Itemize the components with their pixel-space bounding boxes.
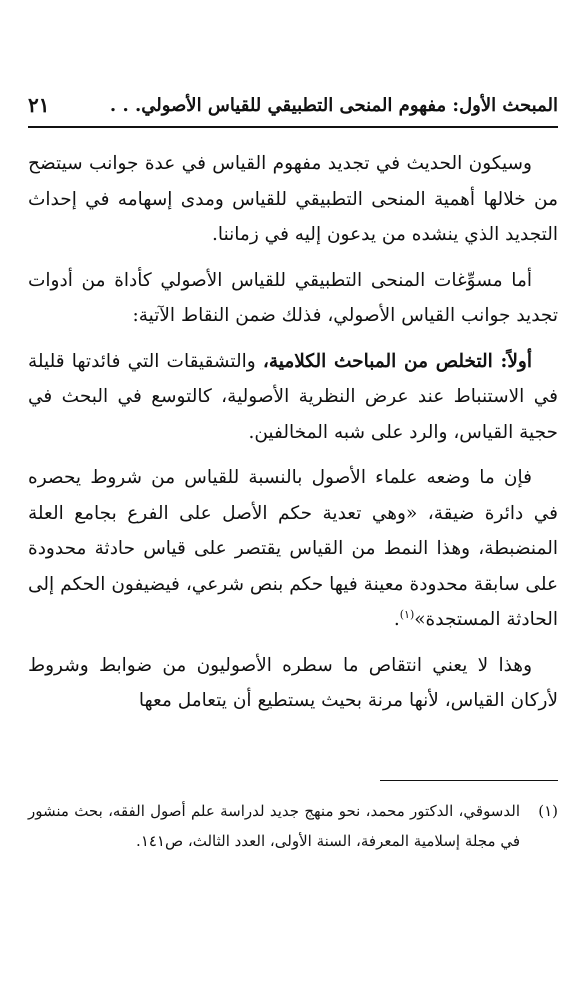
running-title: المبحث الأول: مفهوم المنحى التطبيقي للقياس الأصولي. . . — [109, 94, 558, 116]
sentence-end: . — [393, 609, 400, 630]
footnote-marker: (١) — [538, 802, 558, 820]
paragraph-2: أما مسوِّغات المنحى التطبيقي للقياس الأصولي كأداة من أدوات تجديد جوانب القياس الأصولي، فذلك ضمن النقاط الآتية: — [28, 269, 558, 326]
paragraph-5: وهذا لا يعني انتقاص ما سطره الأصوليون من ضوابط وشروط لأركان القياس، لأنها مرنة بحيث يستطيع أن يتعامل معها — [28, 654, 558, 711]
running-header — [28, 88, 558, 122]
footnotes-section — [28, 796, 558, 856]
paragraph-1: وسيكون الحديث في تجديد مفهوم القياس في عدة جوانب سيتضح من خلالها أهمية المنحى التطبيقي للقياس ومدى إسهامه في إحداث التجديد الذي ينشده من يدعون إليه في زماننا. — [28, 153, 558, 245]
paragraph-3 — [28, 344, 558, 451]
main-text — [28, 146, 558, 723]
footnote-text: الدسوقي، الدكتور محمد، نحو منهج جديد لدراسة علم أصول الفقه، بحث منشور في مجلة إسلامية المعرفة، السنة الأولى، العدد الثالث، ص١٤١. — [28, 802, 520, 850]
point-text: والتشقيقات التي فائدتها قليلة في الاستنباط عند عرض النظرية الأصولية، كالتوسع في البحث في حجية القياس، والرد على شبه المخالفين. — [28, 350, 558, 443]
point-heading: أولاً: التخلص من المباحث الكلامية، — [262, 350, 532, 372]
footnote — [28, 796, 558, 856]
footnote-reference[interactable]: (١) — [399, 607, 415, 621]
page-number: ٢١ — [28, 93, 50, 117]
quoted-passage: فإن ما وضعه علماء الأصول بالنسبة للقياس من شروط يحصره في دائرة ضيقة، «وهي تعدية حكم الأصل على الفرع بجامع العلة المنضبطة، وهذا النمط من القياس يقتصر على قياس حادثة محدودة على سابقة محدودة معينة فيها حكم بنص شرعي، فيضيفون الحكم إلى الحادثة المستجدة» — [28, 467, 558, 630]
book-page — [28, 0, 558, 996]
footnote-separator — [380, 780, 558, 781]
paragraph-4 — [28, 460, 558, 638]
header-rule — [28, 126, 558, 128]
